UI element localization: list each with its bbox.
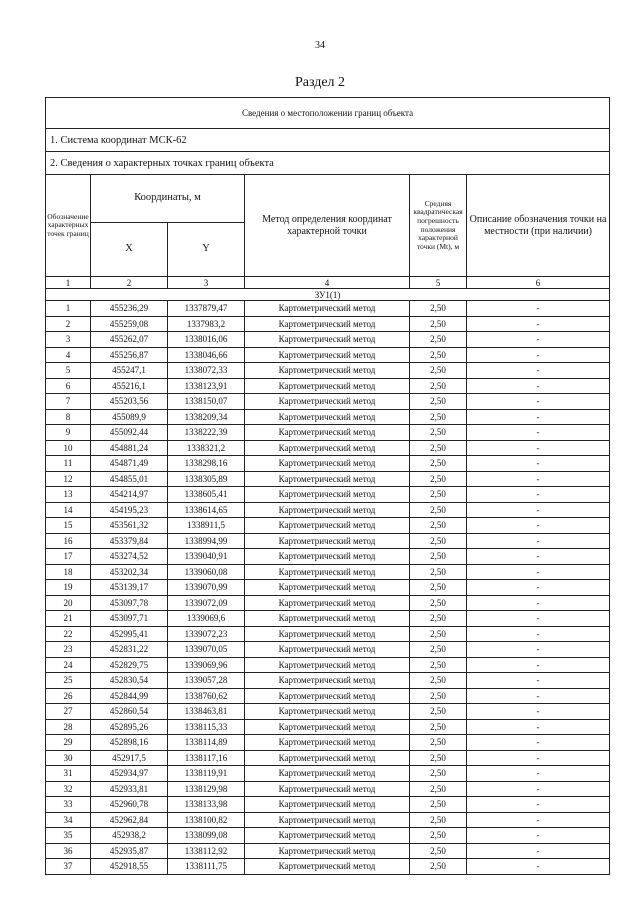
description-cell: - [467, 564, 610, 580]
method-cell: Картометрический метод [245, 704, 410, 720]
method-cell: Картометрический метод [245, 580, 410, 596]
point-number: 31 [46, 766, 91, 782]
table-row [46, 440, 610, 456]
table-row [46, 797, 610, 813]
method-cell: Картометрический метод [245, 332, 410, 348]
description-cell: - [467, 766, 610, 782]
coord-x: 452898,16 [91, 735, 168, 751]
coord-y: 1338209,34 [168, 409, 245, 425]
coord-x: 452934,97 [91, 766, 168, 782]
coord-x: 453274,52 [91, 549, 168, 565]
error-cell: 2,50 [410, 533, 467, 549]
description-cell: - [467, 595, 610, 611]
coord-y: 1339070,99 [168, 580, 245, 596]
coord-x: 453139,17 [91, 580, 168, 596]
page-number: 34 [315, 40, 325, 51]
coord-y: 1339060,08 [168, 564, 245, 580]
coord-y: 1337983,2 [168, 316, 245, 332]
point-number: 36 [46, 843, 91, 859]
coordinate-system: 1. Система координат МСК-62 [46, 129, 610, 152]
description-cell: - [467, 843, 610, 859]
method-cell: Картометрический метод [245, 828, 410, 844]
coord-x: 455092,44 [91, 425, 168, 441]
coord-y: 1339069,6 [168, 611, 245, 627]
coord-y: 1338016,06 [168, 332, 245, 348]
point-number: 14 [46, 502, 91, 518]
coord-y: 1339069,96 [168, 657, 245, 673]
error-cell: 2,50 [410, 440, 467, 456]
error-cell: 2,50 [410, 735, 467, 751]
method-cell: Картометрический метод [245, 363, 410, 379]
error-cell: 2,50 [410, 549, 467, 565]
point-number: 5 [46, 363, 91, 379]
description-cell: - [467, 440, 610, 456]
table-row [46, 316, 610, 332]
coord-x: 452831,22 [91, 642, 168, 658]
coord-x: 452895,26 [91, 719, 168, 735]
table-row [46, 487, 610, 503]
description-cell: - [467, 347, 610, 363]
method-cell: Картометрический метод [245, 735, 410, 751]
point-number: 29 [46, 735, 91, 751]
coord-y: 1339040,91 [168, 549, 245, 565]
table-row [46, 611, 610, 627]
column-number: 3 [168, 277, 245, 289]
method-cell: Картометрический метод [245, 611, 410, 627]
error-cell: 2,50 [410, 471, 467, 487]
error-cell: 2,50 [410, 394, 467, 410]
error-cell: 2,50 [410, 332, 467, 348]
table-row [46, 642, 610, 658]
coord-y: 1338298,16 [168, 456, 245, 472]
table-row [46, 781, 610, 797]
coord-x: 453202,34 [91, 564, 168, 580]
error-cell: 2,50 [410, 626, 467, 642]
table-row [46, 549, 610, 565]
method-cell: Картометрический метод [245, 564, 410, 580]
error-cell: 2,50 [410, 719, 467, 735]
coord-x: 452918,55 [91, 859, 168, 875]
section-title: Раздел 2 [294, 75, 346, 90]
point-number: 27 [46, 704, 91, 720]
coord-x: 455203,56 [91, 394, 168, 410]
coord-x: 455236,29 [91, 301, 168, 317]
error-cell: 2,50 [410, 580, 467, 596]
coord-x: 455216,1 [91, 378, 168, 394]
coord-y: 1339070,05 [168, 642, 245, 658]
point-number: 6 [46, 378, 91, 394]
coord-y: 1338222,39 [168, 425, 245, 441]
method-cell: Картометрический метод [245, 626, 410, 642]
error-cell: 2,50 [410, 409, 467, 425]
description-cell: - [467, 859, 610, 875]
description-cell: - [467, 394, 610, 410]
table-row [46, 363, 610, 379]
method-cell: Картометрический метод [245, 471, 410, 487]
error-cell: 2,50 [410, 378, 467, 394]
table-row [46, 812, 610, 828]
error-cell: 2,50 [410, 859, 467, 875]
method-cell: Картометрический метод [245, 750, 410, 766]
error-cell: 2,50 [410, 595, 467, 611]
method-cell: Картометрический метод [245, 766, 410, 782]
points-heading: 2. Сведения о характерных точках границ объекта [46, 152, 610, 175]
description-cell: - [467, 626, 610, 642]
coord-y: 1338321,2 [168, 440, 245, 456]
table-row [46, 332, 610, 348]
table-row [46, 409, 610, 425]
description-cell: - [467, 735, 610, 751]
coord-y: 1338114,89 [168, 735, 245, 751]
description-cell: - [467, 704, 610, 720]
coord-x: 452960,78 [91, 797, 168, 813]
method-cell: Картометрический метод [245, 688, 410, 704]
method-cell: Картометрический метод [245, 533, 410, 549]
error-cell: 2,50 [410, 704, 467, 720]
method-cell: Картометрический метод [245, 347, 410, 363]
coord-x: 452995,41 [91, 626, 168, 642]
description-cell: - [467, 518, 610, 534]
table-title: Сведения о местоположении границ объекта [46, 98, 610, 129]
point-number: 28 [46, 719, 91, 735]
coord-y: 1338150,07 [168, 394, 245, 410]
coord-y: 1338112,92 [168, 843, 245, 859]
coord-x: 454871,49 [91, 456, 168, 472]
error-cell: 2,50 [410, 487, 467, 503]
error-cell: 2,50 [410, 611, 467, 627]
method-cell: Картометрический метод [245, 595, 410, 611]
table-row [46, 471, 610, 487]
boundary-points-table [45, 97, 610, 875]
method-cell: Картометрический метод [245, 781, 410, 797]
description-cell: - [467, 301, 610, 317]
point-number: 10 [46, 440, 91, 456]
error-cell: 2,50 [410, 425, 467, 441]
zone-label: ЗУ1(1) [46, 289, 610, 301]
table-row [46, 828, 610, 844]
coord-x: 453379,84 [91, 533, 168, 549]
coord-x: 452860,54 [91, 704, 168, 720]
description-cell: - [467, 828, 610, 844]
error-cell: 2,50 [410, 781, 467, 797]
coord-y: 1338119,91 [168, 766, 245, 782]
error-cell: 2,50 [410, 456, 467, 472]
method-cell: Картометрический метод [245, 316, 410, 332]
description-cell: - [467, 316, 610, 332]
error-cell: 2,50 [410, 688, 467, 704]
description-cell: - [467, 580, 610, 596]
coord-x: 455259,08 [91, 316, 168, 332]
description-cell: - [467, 812, 610, 828]
error-cell: 2,50 [410, 347, 467, 363]
coord-x: 454214,97 [91, 487, 168, 503]
description-cell: - [467, 549, 610, 565]
error-cell: 2,50 [410, 316, 467, 332]
coord-x: 455089,9 [91, 409, 168, 425]
error-cell: 2,50 [410, 363, 467, 379]
header-description: Описание обозначения точки на местности (при наличии) [467, 175, 610, 277]
table-row [46, 719, 610, 735]
coord-x: 454855,01 [91, 471, 168, 487]
method-cell: Картометрический метод [245, 518, 410, 534]
point-number: 11 [46, 456, 91, 472]
coord-y: 1338099,08 [168, 828, 245, 844]
coord-y: 1338133,98 [168, 797, 245, 813]
point-number: 15 [46, 518, 91, 534]
table-row [46, 704, 610, 720]
coord-x: 452938,2 [91, 828, 168, 844]
description-cell: - [467, 611, 610, 627]
header-method: Метод определения координат характерной точки [245, 175, 410, 277]
coord-y: 1338117,16 [168, 750, 245, 766]
column-number: 2 [91, 277, 168, 289]
table-row [46, 673, 610, 689]
point-number: 3 [46, 332, 91, 348]
coord-y: 1338123,91 [168, 378, 245, 394]
point-number: 4 [46, 347, 91, 363]
method-cell: Картометрический метод [245, 812, 410, 828]
method-cell: Картометрический метод [245, 797, 410, 813]
point-number: 18 [46, 564, 91, 580]
coord-x: 452962,84 [91, 812, 168, 828]
method-cell: Картометрический метод [245, 657, 410, 673]
coord-x: 455247,1 [91, 363, 168, 379]
table-row [46, 859, 610, 875]
method-cell: Картометрический метод [245, 425, 410, 441]
coord-y: 1338100,82 [168, 812, 245, 828]
point-number: 21 [46, 611, 91, 627]
coord-y: 1338046,66 [168, 347, 245, 363]
coord-x: 452917,5 [91, 750, 168, 766]
description-cell: - [467, 378, 610, 394]
coord-y: 1338614,65 [168, 502, 245, 518]
coord-y: 1337879,47 [168, 301, 245, 317]
method-cell: Картометрический метод [245, 843, 410, 859]
method-cell: Картометрический метод [245, 859, 410, 875]
error-cell: 2,50 [410, 502, 467, 518]
header-coordinates: Координаты, м [91, 175, 245, 223]
coord-y: 1338994,99 [168, 533, 245, 549]
point-number: 25 [46, 673, 91, 689]
table-row [46, 456, 610, 472]
error-cell: 2,50 [410, 673, 467, 689]
table-row [46, 394, 610, 410]
point-number: 26 [46, 688, 91, 704]
table-row [46, 750, 610, 766]
description-cell: - [467, 688, 610, 704]
point-number: 12 [46, 471, 91, 487]
point-number: 24 [46, 657, 91, 673]
table-row [46, 425, 610, 441]
method-cell: Картометрический метод [245, 549, 410, 565]
coord-y: 1339057,28 [168, 673, 245, 689]
coord-y: 1339072,09 [168, 595, 245, 611]
point-number: 23 [46, 642, 91, 658]
coord-y: 1338911,5 [168, 518, 245, 534]
coord-x: 455256,87 [91, 347, 168, 363]
point-number: 35 [46, 828, 91, 844]
point-number: 2 [46, 316, 91, 332]
method-cell: Картометрический метод [245, 378, 410, 394]
description-cell: - [467, 657, 610, 673]
description-cell: - [467, 502, 610, 518]
error-cell: 2,50 [410, 812, 467, 828]
coord-y: 1339072,23 [168, 626, 245, 642]
coord-x: 454195,23 [91, 502, 168, 518]
table-row [46, 595, 610, 611]
description-cell: - [467, 781, 610, 797]
table-row [46, 502, 610, 518]
point-number: 19 [46, 580, 91, 596]
point-number: 33 [46, 797, 91, 813]
coord-x: 452933,81 [91, 781, 168, 797]
description-cell: - [467, 719, 610, 735]
method-cell: Картометрический метод [245, 301, 410, 317]
coord-y: 1338760,62 [168, 688, 245, 704]
table-row [46, 378, 610, 394]
description-cell: - [467, 456, 610, 472]
coord-x: 454881,24 [91, 440, 168, 456]
error-cell: 2,50 [410, 564, 467, 580]
point-number: 30 [46, 750, 91, 766]
description-cell: - [467, 363, 610, 379]
point-number: 34 [46, 812, 91, 828]
method-cell: Картометрический метод [245, 394, 410, 410]
coord-y: 1338129,98 [168, 781, 245, 797]
header-error: Средняя квадратическая погрешность положения характерной точки (Mt), м [410, 175, 467, 277]
description-cell: - [467, 332, 610, 348]
description-cell: - [467, 750, 610, 766]
error-cell: 2,50 [410, 301, 467, 317]
coord-y: 1338111,75 [168, 859, 245, 875]
column-number: 4 [245, 277, 410, 289]
coord-y: 1338605,41 [168, 487, 245, 503]
point-number: 20 [46, 595, 91, 611]
table-row [46, 301, 610, 317]
table-row [46, 564, 610, 580]
table-row [46, 688, 610, 704]
column-number: 5 [410, 277, 467, 289]
error-cell: 2,50 [410, 843, 467, 859]
description-cell: - [467, 471, 610, 487]
coord-x: 453561,32 [91, 518, 168, 534]
table-row [46, 580, 610, 596]
error-cell: 2,50 [410, 750, 467, 766]
table-row [46, 347, 610, 363]
point-number: 7 [46, 394, 91, 410]
coord-y: 1338305,89 [168, 471, 245, 487]
method-cell: Картометрический метод [245, 673, 410, 689]
point-number: 37 [46, 859, 91, 875]
method-cell: Картометрический метод [245, 456, 410, 472]
description-cell: - [467, 409, 610, 425]
table-row [46, 843, 610, 859]
coord-x: 453097,71 [91, 611, 168, 627]
header-point-label: Обозначение характерных точек границ [46, 175, 91, 277]
point-number: 9 [46, 425, 91, 441]
coord-y: 1338072,33 [168, 363, 245, 379]
header-x: X [91, 223, 168, 277]
coord-y: 1338463,81 [168, 704, 245, 720]
point-number: 16 [46, 533, 91, 549]
column-number: 6 [467, 277, 610, 289]
point-number: 32 [46, 781, 91, 797]
description-cell: - [467, 797, 610, 813]
table-row [46, 766, 610, 782]
table-row [46, 518, 610, 534]
method-cell: Картометрический метод [245, 642, 410, 658]
description-cell: - [467, 533, 610, 549]
method-cell: Картометрический метод [245, 440, 410, 456]
table-row [46, 735, 610, 751]
coord-x: 452844,99 [91, 688, 168, 704]
coord-x: 453097,78 [91, 595, 168, 611]
error-cell: 2,50 [410, 518, 467, 534]
point-number: 1 [46, 301, 91, 317]
table-row [46, 626, 610, 642]
description-cell: - [467, 673, 610, 689]
point-number: 13 [46, 487, 91, 503]
method-cell: Картометрический метод [245, 409, 410, 425]
method-cell: Картометрический метод [245, 487, 410, 503]
error-cell: 2,50 [410, 828, 467, 844]
method-cell: Картометрический метод [245, 502, 410, 518]
error-cell: 2,50 [410, 797, 467, 813]
description-cell: - [467, 642, 610, 658]
error-cell: 2,50 [410, 642, 467, 658]
table-row [46, 533, 610, 549]
error-cell: 2,50 [410, 657, 467, 673]
point-number: 17 [46, 549, 91, 565]
coord-y: 1338115,33 [168, 719, 245, 735]
coord-x: 452830,54 [91, 673, 168, 689]
point-number: 8 [46, 409, 91, 425]
coord-x: 452829,75 [91, 657, 168, 673]
header-y: Y [168, 223, 245, 277]
coord-x: 455262,07 [91, 332, 168, 348]
coord-x: 452935,87 [91, 843, 168, 859]
table-row [46, 657, 610, 673]
error-cell: 2,50 [410, 766, 467, 782]
column-number: 1 [46, 277, 91, 289]
description-cell: - [467, 487, 610, 503]
point-number: 22 [46, 626, 91, 642]
description-cell: - [467, 425, 610, 441]
method-cell: Картометрический метод [245, 719, 410, 735]
